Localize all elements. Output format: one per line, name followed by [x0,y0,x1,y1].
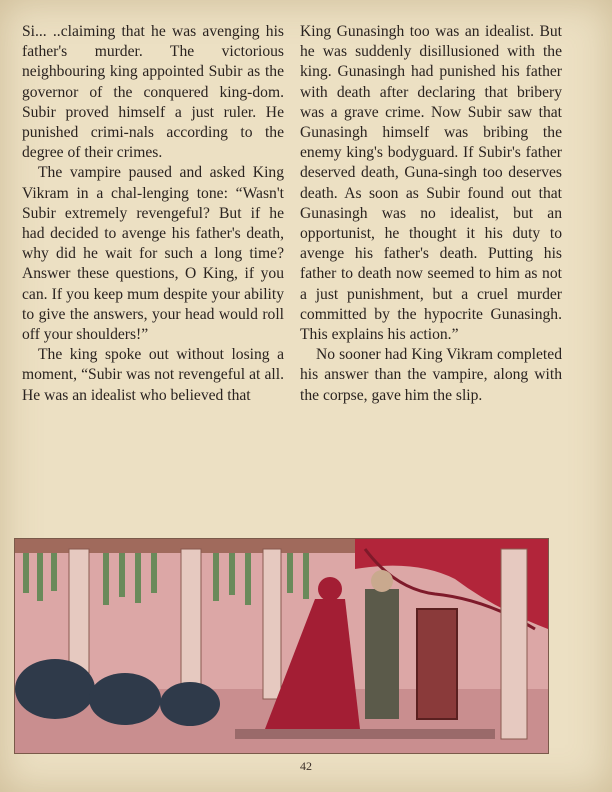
right-paragraph-2: No sooner had King Vikram completed his answer than the vampire, along with the corpse, gave him the slip. [300,346,562,404]
left-paragraph-2: The vampire paused and asked King Vikram in a chal-lenging tone: “Wasn't Subir extremely revengeful? But if he had decided to avenge his father's death, why did he wait for such a long time? Answer these questions, O King, if you can. If you keep mum despite your ability to give the answers, your head would roll off your shoulders!” [22,164,284,344]
left-text-column [22,22,284,406]
left-paragraph-3: The king spoke out without losing a moment, “Subir was not revengeful at all. He was an idealist who believed that [22,346,284,404]
palace-illustration [14,538,549,754]
right-text-column [300,22,562,406]
palace-scene-image [15,539,548,753]
page-number: 42 [300,759,312,773]
left-paragraph-1: Si... ..claiming that he was avenging his father's murder. The victorious neighbouring king appointed Subir as the governor of the conquered king-dom. Subir proved himself a just ruler. He punished crimi-nals according to the degree of their crimes. [22,23,284,162]
right-paragraph-1: King Gunasingh too was an idealist. But he was suddenly disillusioned with the king. Gunasingh had punished his father with death after declaring that bribery was a grave crime. Now Subir saw that Gunasingh himself was bribing the enemy king's bodyguard. If Subir's father deserved death, Guna-singh too deserves death. As soon as Subir found out that Gunasingh was no idealist, but an opportunist, he thought it his duty to avenge his father's death. Putting his father to death now seemed to him as not a just punishment, but a cruel murder committed by the hypocrite Gunasingh. This explains his action.” [300,23,562,344]
